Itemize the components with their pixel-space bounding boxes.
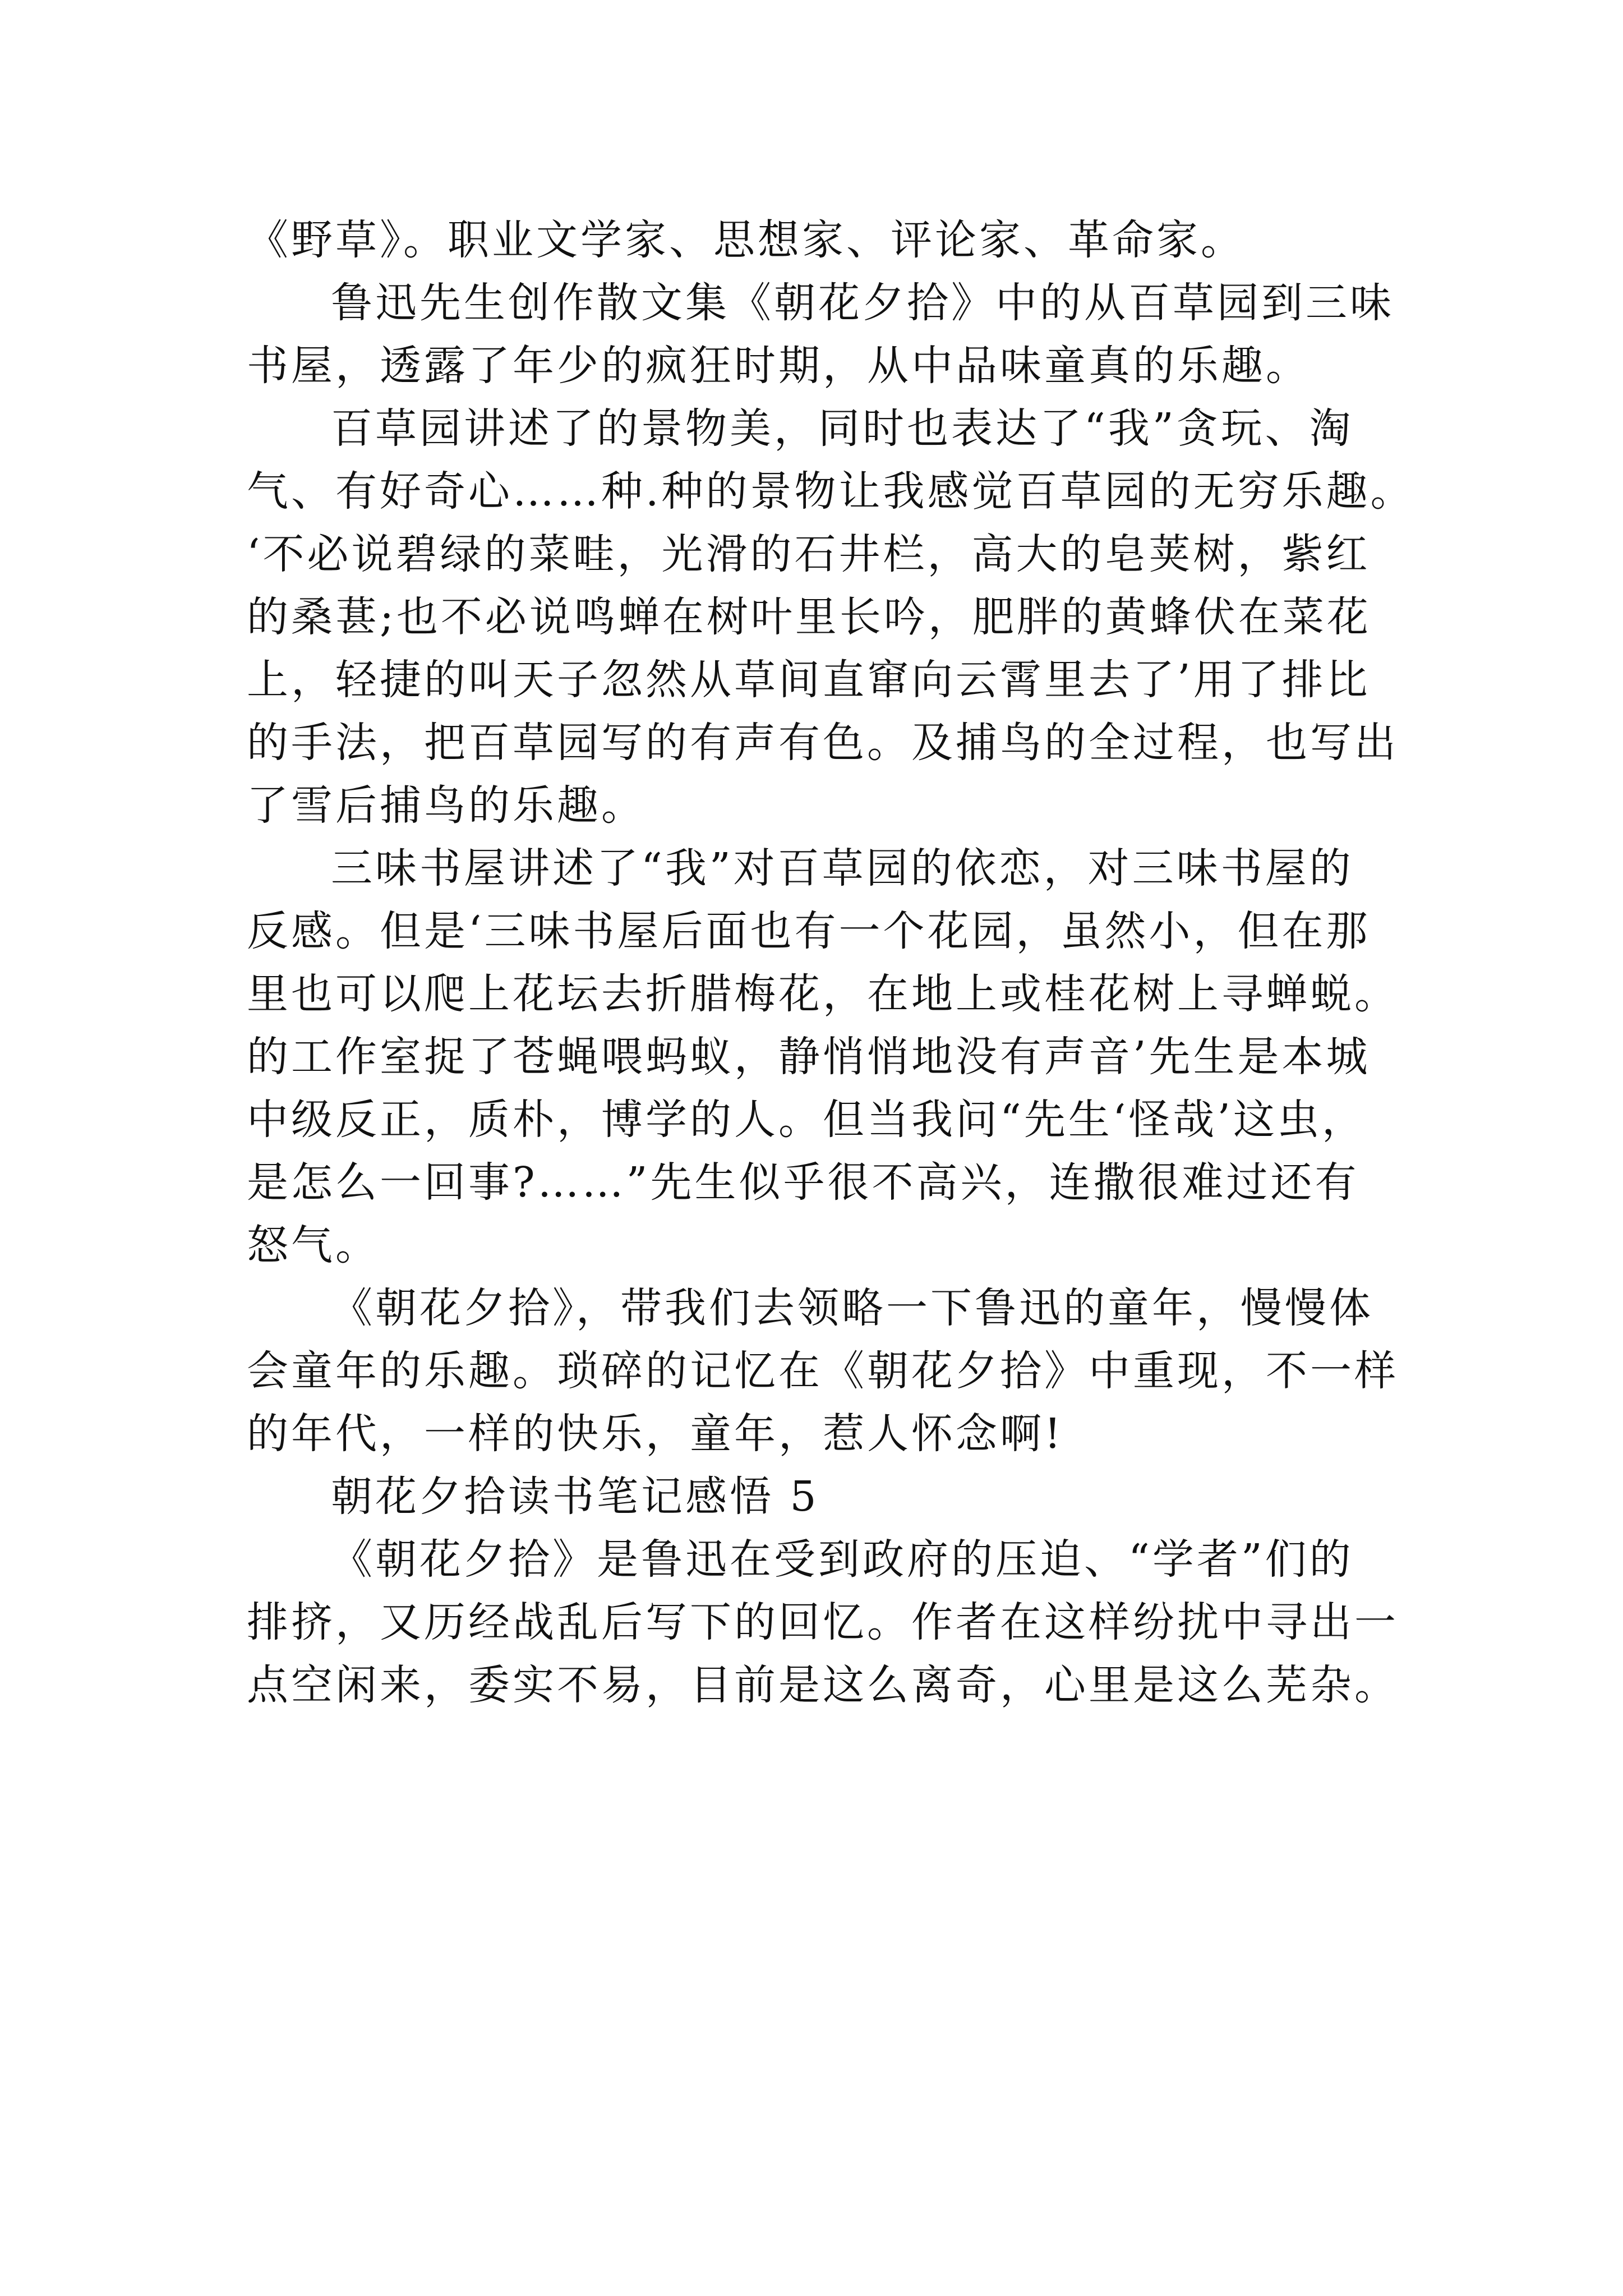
text-line: 是怎么一回事?……”先生似乎很不高兴，连撒很难过还有	[247, 1158, 1359, 1207]
text-line: 的手法，把百草园写的有声有色。及捕鸟的全过程，也写出	[247, 719, 1399, 767]
text-line: 里也可以爬上花坛去折腊梅花，在地上或桂花树上寻蝉蜕。	[247, 970, 1399, 1018]
text-line: 《朝花夕拾》是鲁迅在受到政府的压迫、“学者”们的	[331, 1535, 1354, 1584]
text-line: 了雪后捕鸟的乐趣。	[247, 781, 645, 830]
text-line: 排挤，又历经战乱后写下的回忆。作者在这样纷扰中寻出一	[247, 1598, 1399, 1646]
text-line: 的年代，一样的快乐，童年，惹人怀念啊!	[247, 1410, 1064, 1458]
text-line: 鲁迅先生创作散文集《朝花夕拾》中的从百草园到三味	[331, 279, 1394, 327]
text-line: 的桑葚;也不必说鸣蝉在树叶里长吟，肥胖的黄蜂伏在菜花	[247, 593, 1371, 641]
text-line: 的工作室捉了苍蝇喂蚂蚁，静悄悄地没有声音’先生是本城	[247, 1033, 1371, 1081]
text-line: 三味书屋讲述了“我”对百草园的依恋，对三味书屋的	[331, 844, 1354, 892]
document-body	[247, 209, 1458, 1717]
text-line: 上，轻捷的叫天子忽然从草间直窜向云霄里去了’用了排比	[247, 656, 1371, 704]
text-line: 点空闲来，委实不易，目前是这么离奇，心里是这么芜杂。	[247, 1661, 1399, 1709]
text-line: 怒气。	[247, 1221, 380, 1269]
text-line: 《野草》。职业文学家、思想家、评论家、革命家。	[247, 216, 1245, 264]
text-line: 气、有好奇心……种.种的景物让我感觉百草园的无穷乐趣。	[247, 467, 1415, 516]
text-line: 书屋，透露了年少的疯狂时期，从中品味童真的乐趣。	[247, 342, 1310, 390]
text-line: 百草园讲述了的景物美，同时也表达了“我”贪玩、淘	[331, 404, 1354, 453]
text-line: 会童年的乐趣。琐碎的记忆在《朝花夕拾》中重现，不一样	[247, 1347, 1399, 1395]
text-line: 反感。但是‘三味书屋后面也有一个花园，虽然小，但在那	[247, 907, 1371, 955]
text-line: 中级反正，质朴，博学的人。但当我问“先生‘怪哉’这虫，	[247, 1096, 1366, 1144]
section-heading: 朝花夕拾读书笔记感悟 5	[331, 1473, 819, 1521]
text-line: ‘不必说碧绿的菜畦，光滑的石井栏，高大的皂荚树，紫红	[247, 530, 1371, 578]
text-line: 《朝花夕拾》，带我们去领略一下鲁迅的童年，慢慢体	[331, 1284, 1373, 1332]
